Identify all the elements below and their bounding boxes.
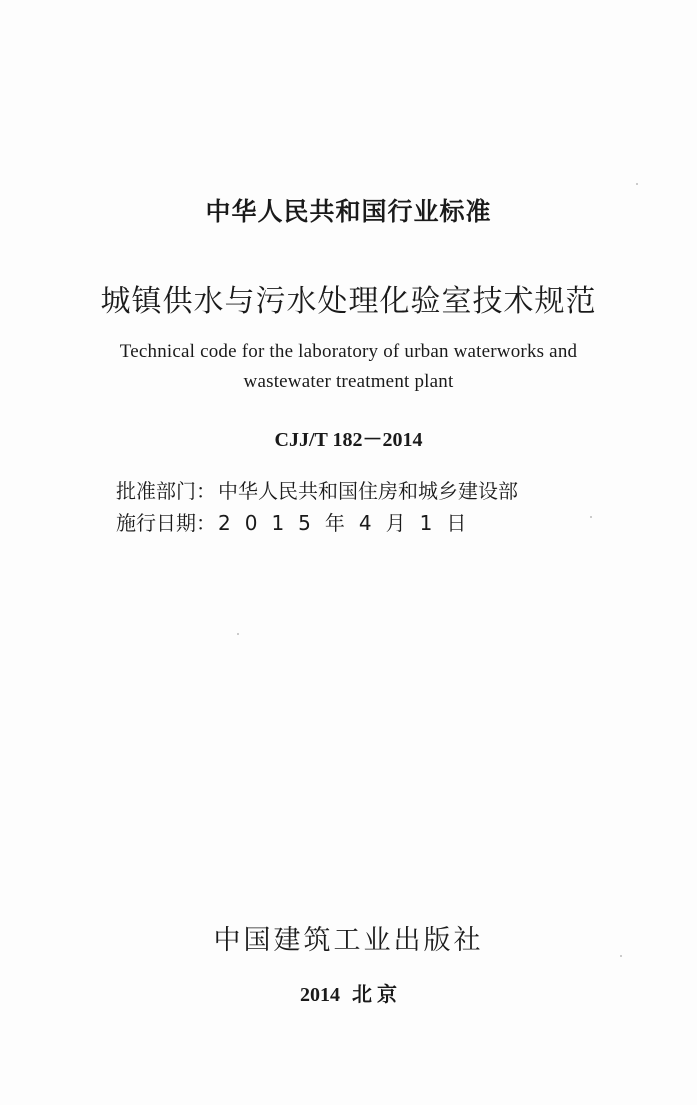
english-title-line-2: wastewater treatment plant bbox=[243, 371, 454, 392]
english-title-line-1: Technical code for the laboratory of urban waterworks and bbox=[119, 341, 578, 362]
scan-speck bbox=[620, 955, 622, 957]
publication-line bbox=[0, 978, 697, 1007]
publisher-name: 中国建筑工业出版社 bbox=[213, 925, 484, 956]
approval-label: 批准部门： bbox=[116, 479, 216, 503]
effective-date-value: 2015年4月1日 bbox=[218, 511, 481, 535]
scan-speck bbox=[237, 633, 239, 635]
standard-category: 中华人民共和国行业标准 bbox=[205, 197, 492, 226]
publication-year: 2014 bbox=[300, 984, 340, 1006]
effective-date-row bbox=[116, 507, 480, 536]
approval-row bbox=[116, 475, 518, 504]
standard-code: CJJ/T 182－2014 bbox=[274, 429, 423, 451]
chinese-title: 城镇供水与污水处理化验室技术规范 bbox=[100, 284, 597, 319]
effective-date-label: 施行日期： bbox=[116, 511, 216, 535]
scan-speck bbox=[590, 516, 592, 518]
scan-speck bbox=[636, 183, 638, 185]
approval-value: 中华人民共和国住房和城乡建设部 bbox=[218, 479, 518, 503]
publication-city: 北 京 bbox=[352, 984, 397, 1006]
